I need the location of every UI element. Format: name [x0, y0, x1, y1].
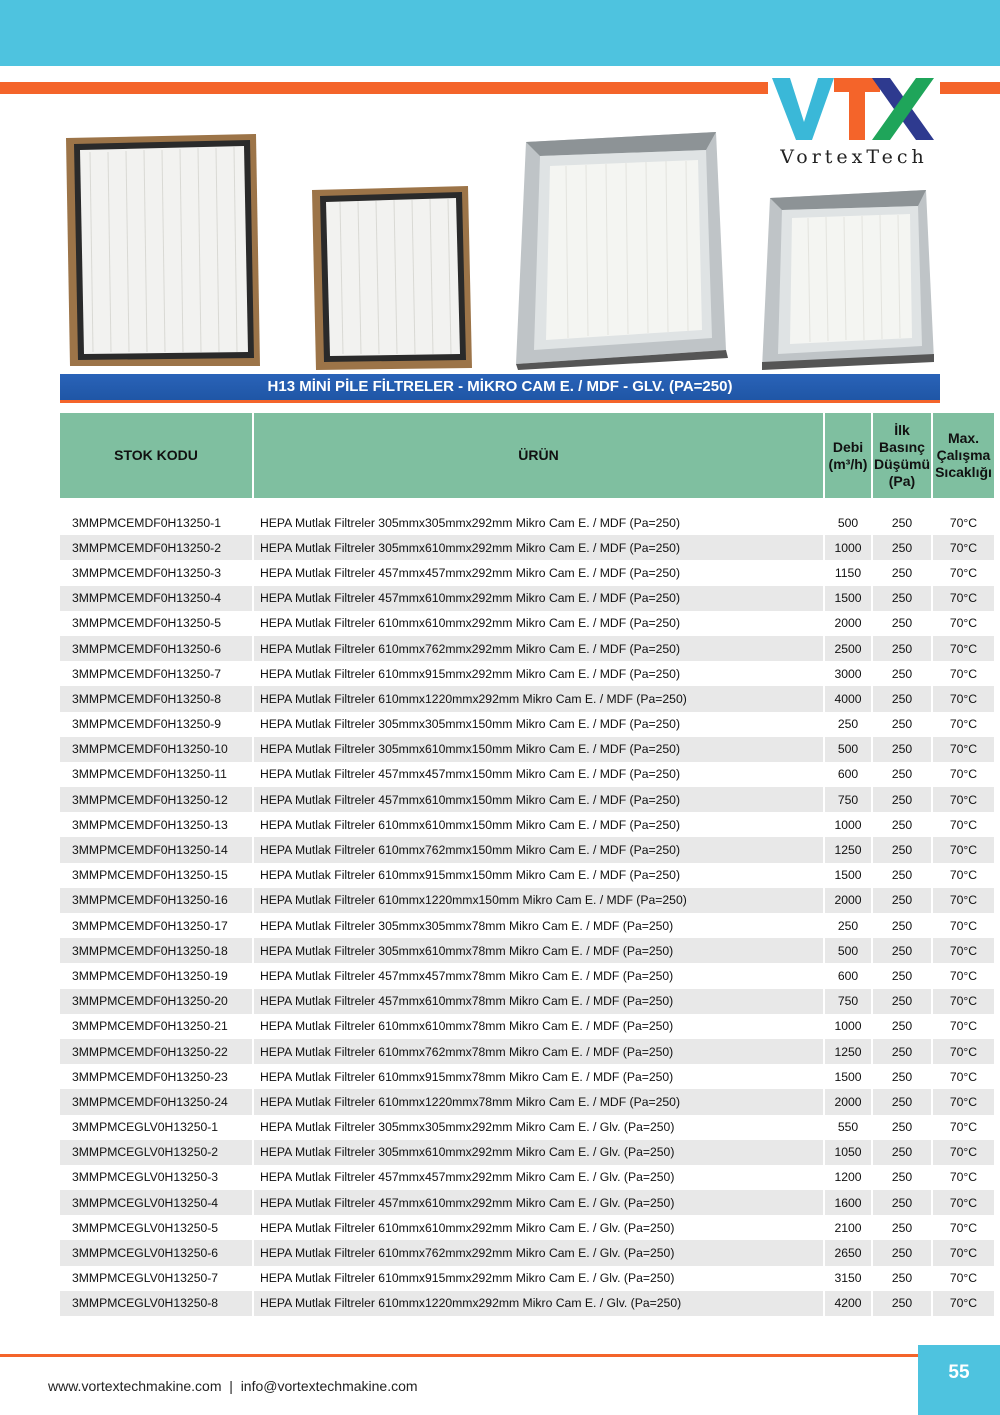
- cell-product: HEPA Mutlak Filtreler 457mmx457mmx78mm Mikro Cam E. / MDF (Pa=250): [253, 963, 824, 988]
- cell-stock-code: 3MMPMCEMDF0H13250-6: [60, 636, 253, 661]
- cell-temp: 70°C: [932, 1215, 994, 1240]
- product-table: [60, 413, 994, 1316]
- cell-stock-code: 3MMPMCEGLV0H13250-3: [60, 1165, 253, 1190]
- cell-stock-code: 3MMPMCEMDF0H13250-1: [60, 510, 253, 535]
- cell-product: HEPA Mutlak Filtreler 305mmx610mmx292mm Mikro Cam E. / MDF (Pa=250): [253, 535, 824, 560]
- cell-pressure: 250: [872, 535, 932, 560]
- cell-flow: 1500: [824, 586, 872, 611]
- cell-product: HEPA Mutlak Filtreler 610mmx762mmx292mm Mikro Cam E. / Glv. (Pa=250): [253, 1240, 824, 1265]
- cell-flow: 1000: [824, 535, 872, 560]
- table-row: [60, 963, 994, 988]
- cell-stock-code: 3MMPMCEMDF0H13250-11: [60, 762, 253, 787]
- cell-flow: 1250: [824, 1039, 872, 1064]
- cell-stock-code: 3MMPMCEMDF0H13250-22: [60, 1039, 253, 1064]
- cell-product: HEPA Mutlak Filtreler 610mmx610mmx150mm Mikro Cam E. / MDF (Pa=250): [253, 812, 824, 837]
- cell-flow: 1500: [824, 863, 872, 888]
- cell-temp: 70°C: [932, 535, 994, 560]
- cell-flow: 750: [824, 989, 872, 1014]
- section-title: H13 MİNİ PİLE FİLTRELER - MİKRO CAM E. / MDF - GLV. (PA=250): [60, 374, 940, 403]
- cell-stock-code: 3MMPMCEMDF0H13250-8: [60, 686, 253, 711]
- cell-stock-code: 3MMPMCEMDF0H13250-12: [60, 787, 253, 812]
- cell-product: HEPA Mutlak Filtreler 610mmx610mmx292mm Mikro Cam E. / Glv. (Pa=250): [253, 1215, 824, 1240]
- header-temp-line2: Çalışma: [936, 447, 991, 463]
- page-number: 55: [918, 1345, 1000, 1415]
- cell-product: HEPA Mutlak Filtreler 610mmx762mmx150mm Mikro Cam E. / MDF (Pa=250): [253, 837, 824, 862]
- cell-stock-code: 3MMPMCEGLV0H13250-8: [60, 1291, 253, 1316]
- cell-stock-code: 3MMPMCEMDF0H13250-21: [60, 1014, 253, 1039]
- cell-temp: 70°C: [932, 611, 994, 636]
- cell-pressure: 250: [872, 560, 932, 585]
- cell-product: HEPA Mutlak Filtreler 610mmx1220mmx292mm Mikro Cam E. / Glv. (Pa=250): [253, 1291, 824, 1316]
- filter-photo-galvanized-small: [754, 184, 940, 370]
- cell-stock-code: 3MMPMCEMDF0H13250-18: [60, 938, 253, 963]
- cell-product: HEPA Mutlak Filtreler 457mmx610mmx78mm Mikro Cam E. / MDF (Pa=250): [253, 989, 824, 1014]
- cell-pressure: 250: [872, 989, 932, 1014]
- table-header-row: [60, 413, 994, 498]
- footer-orange-line: [0, 1354, 918, 1357]
- cell-product: HEPA Mutlak Filtreler 610mmx762mmx292mm Mikro Cam E. / MDF (Pa=250): [253, 636, 824, 661]
- header-temp-line3: Sıcaklığı: [935, 464, 992, 480]
- table-row: [60, 762, 994, 787]
- cell-flow: 600: [824, 963, 872, 988]
- cell-pressure: 250: [872, 863, 932, 888]
- cell-pressure: 250: [872, 888, 932, 913]
- cell-product: HEPA Mutlak Filtreler 610mmx610mmx292mm Mikro Cam E. / MDF (Pa=250): [253, 611, 824, 636]
- cell-stock-code: 3MMPMCEMDF0H13250-13: [60, 812, 253, 837]
- cell-temp: 70°C: [932, 1039, 994, 1064]
- cell-pressure: 250: [872, 837, 932, 862]
- cell-pressure: 250: [872, 762, 932, 787]
- cell-stock-code: 3MMPMCEGLV0H13250-6: [60, 1240, 253, 1265]
- table-row: [60, 1014, 994, 1039]
- table-row: [60, 1266, 994, 1291]
- cell-stock-code: 3MMPMCEMDF0H13250-7: [60, 661, 253, 686]
- cell-product: HEPA Mutlak Filtreler 305mmx305mmx78mm Mikro Cam E. / MDF (Pa=250): [253, 913, 824, 938]
- table-row: [60, 686, 994, 711]
- cell-temp: 70°C: [932, 686, 994, 711]
- cell-temp: 70°C: [932, 510, 994, 535]
- cell-product: HEPA Mutlak Filtreler 610mmx915mmx78mm Mikro Cam E. / MDF (Pa=250): [253, 1064, 824, 1089]
- cell-pressure: 250: [872, 737, 932, 762]
- cell-pressure: 250: [872, 1089, 932, 1114]
- cell-temp: 70°C: [932, 837, 994, 862]
- table-row: [60, 737, 994, 762]
- cell-stock-code: 3MMPMCEGLV0H13250-7: [60, 1266, 253, 1291]
- cell-temp: 70°C: [932, 1291, 994, 1316]
- cell-pressure: 250: [872, 1064, 932, 1089]
- cell-pressure: 250: [872, 1215, 932, 1240]
- cell-flow: 500: [824, 737, 872, 762]
- cell-pressure: 250: [872, 1165, 932, 1190]
- cell-flow: 1600: [824, 1190, 872, 1215]
- cell-temp: 70°C: [932, 762, 994, 787]
- cell-flow: 250: [824, 913, 872, 938]
- header-flow: [824, 413, 872, 498]
- cell-temp: 70°C: [932, 1266, 994, 1291]
- cell-temp: 70°C: [932, 737, 994, 762]
- cell-temp: 70°C: [932, 1140, 994, 1165]
- logo-wordmark: VortexTech: [780, 146, 928, 168]
- cell-pressure: 250: [872, 686, 932, 711]
- cell-temp: 70°C: [932, 636, 994, 661]
- cell-flow: 1200: [824, 1165, 872, 1190]
- cell-stock-code: 3MMPMCEMDF0H13250-5: [60, 611, 253, 636]
- table-row: [60, 510, 994, 535]
- cell-pressure: 250: [872, 812, 932, 837]
- header-orange-stripe-right: [940, 82, 1000, 94]
- cell-product: HEPA Mutlak Filtreler 457mmx457mmx292mm Mikro Cam E. / Glv. (Pa=250): [253, 1165, 824, 1190]
- cell-product: HEPA Mutlak Filtreler 305mmx305mmx292mm Mikro Cam E. / MDF (Pa=250): [253, 510, 824, 535]
- cell-product: HEPA Mutlak Filtreler 457mmx610mmx292mm Mikro Cam E. / MDF (Pa=250): [253, 586, 824, 611]
- cell-temp: 70°C: [932, 560, 994, 585]
- cell-flow: 550: [824, 1115, 872, 1140]
- cell-flow: 1000: [824, 1014, 872, 1039]
- cell-stock-code: 3MMPMCEGLV0H13250-5: [60, 1215, 253, 1240]
- cell-product: HEPA Mutlak Filtreler 457mmx457mmx292mm Mikro Cam E. / MDF (Pa=250): [253, 560, 824, 585]
- table-row: [60, 1039, 994, 1064]
- cell-stock-code: 3MMPMCEMDF0H13250-9: [60, 712, 253, 737]
- table-row: [60, 812, 994, 837]
- cell-temp: 70°C: [932, 863, 994, 888]
- cell-product: HEPA Mutlak Filtreler 305mmx305mmx150mm Mikro Cam E. / MDF (Pa=250): [253, 712, 824, 737]
- cell-temp: 70°C: [932, 1115, 994, 1140]
- cell-flow: 1250: [824, 837, 872, 862]
- header-max-temp: [932, 413, 994, 498]
- cell-flow: 4200: [824, 1291, 872, 1316]
- cell-stock-code: 3MMPMCEMDF0H13250-14: [60, 837, 253, 862]
- cell-pressure: 250: [872, 787, 932, 812]
- table-row: [60, 787, 994, 812]
- cell-pressure: 250: [872, 1039, 932, 1064]
- cell-flow: 2000: [824, 1089, 872, 1114]
- cell-flow: 4000: [824, 686, 872, 711]
- cell-pressure: 250: [872, 1140, 932, 1165]
- cell-temp: 70°C: [932, 963, 994, 988]
- table-row: [60, 661, 994, 686]
- cell-temp: 70°C: [932, 989, 994, 1014]
- header-flow-line1: Debi: [832, 438, 864, 455]
- footer-contact: www.vortextechmakine.com | info@vortextechmakine.com: [48, 1378, 418, 1394]
- cell-temp: 70°C: [932, 1240, 994, 1265]
- cell-pressure: 250: [872, 1266, 932, 1291]
- header-pressure-line4: (Pa): [888, 472, 916, 489]
- cell-stock-code: 3MMPMCEMDF0H13250-10: [60, 737, 253, 762]
- table-row: [60, 1215, 994, 1240]
- table-row: [60, 913, 994, 938]
- cell-temp: 70°C: [932, 938, 994, 963]
- cell-product: HEPA Mutlak Filtreler 610mmx915mmx150mm Mikro Cam E. / MDF (Pa=250): [253, 863, 824, 888]
- header-pressure-drop: [872, 413, 932, 498]
- header-orange-stripe: [0, 82, 768, 94]
- cell-stock-code: 3MMPMCEMDF0H13250-17: [60, 913, 253, 938]
- cell-flow: 500: [824, 510, 872, 535]
- cell-flow: 1150: [824, 560, 872, 585]
- cell-product: HEPA Mutlak Filtreler 457mmx457mmx150mm Mikro Cam E. / MDF (Pa=250): [253, 762, 824, 787]
- cell-stock-code: 3MMPMCEMDF0H13250-20: [60, 989, 253, 1014]
- table-row: [60, 989, 994, 1014]
- cell-flow: 3150: [824, 1266, 872, 1291]
- cell-temp: 70°C: [932, 913, 994, 938]
- cell-product: HEPA Mutlak Filtreler 305mmx610mmx78mm Mikro Cam E. / MDF (Pa=250): [253, 938, 824, 963]
- cell-temp: 70°C: [932, 888, 994, 913]
- cell-stock-code: 3MMPMCEGLV0H13250-4: [60, 1190, 253, 1215]
- cell-temp: 70°C: [932, 1089, 994, 1114]
- cell-stock-code: 3MMPMCEMDF0H13250-2: [60, 535, 253, 560]
- cell-product: HEPA Mutlak Filtreler 457mmx610mmx292mm Mikro Cam E. / Glv. (Pa=250): [253, 1190, 824, 1215]
- table-row: [60, 888, 994, 913]
- cell-stock-code: 3MMPMCEMDF0H13250-4: [60, 586, 253, 611]
- product-photos: [60, 120, 940, 375]
- table-body: [60, 510, 994, 1316]
- cell-stock-code: 3MMPMCEMDF0H13250-19: [60, 963, 253, 988]
- cell-product: HEPA Mutlak Filtreler 610mmx1220mmx78mm Mikro Cam E. / MDF (Pa=250): [253, 1089, 824, 1114]
- cell-flow: 500: [824, 938, 872, 963]
- header-stock-code: STOK KODU: [60, 413, 253, 498]
- cell-flow: 1500: [824, 1064, 872, 1089]
- cell-product: HEPA Mutlak Filtreler 305mmx305mmx292mm Mikro Cam E. / Glv. (Pa=250): [253, 1115, 824, 1140]
- cell-product: HEPA Mutlak Filtreler 305mmx610mmx150mm Mikro Cam E. / MDF (Pa=250): [253, 737, 824, 762]
- cell-stock-code: 3MMPMCEMDF0H13250-23: [60, 1064, 253, 1089]
- cell-pressure: 250: [872, 1190, 932, 1215]
- cell-pressure: 250: [872, 963, 932, 988]
- cell-product: HEPA Mutlak Filtreler 610mmx915mmx292mm Mikro Cam E. / MDF (Pa=250): [253, 661, 824, 686]
- cell-temp: 70°C: [932, 1165, 994, 1190]
- header-pressure-line2: Basınç: [879, 438, 925, 455]
- table-row: [60, 1190, 994, 1215]
- cell-pressure: 250: [872, 1240, 932, 1265]
- table-row: [60, 837, 994, 862]
- cell-product: HEPA Mutlak Filtreler 457mmx610mmx150mm Mikro Cam E. / MDF (Pa=250): [253, 787, 824, 812]
- table-row: [60, 938, 994, 963]
- header-spacer-cell: [60, 498, 994, 510]
- header-pressure-line1: İlk: [894, 421, 910, 438]
- table-row: [60, 1291, 994, 1316]
- table-row: [60, 586, 994, 611]
- cell-temp: 70°C: [932, 1014, 994, 1039]
- header-pressure-line3: Düşümü: [874, 455, 930, 472]
- cell-stock-code: 3MMPMCEMDF0H13250-24: [60, 1089, 253, 1114]
- cell-pressure: 250: [872, 636, 932, 661]
- cell-stock-code: 3MMPMCEGLV0H13250-2: [60, 1140, 253, 1165]
- cell-temp: 70°C: [932, 1190, 994, 1215]
- table-row: [60, 611, 994, 636]
- filter-photo-mdf-small: [306, 182, 476, 372]
- cell-product: HEPA Mutlak Filtreler 610mmx1220mmx292mm Mikro Cam E. / MDF (Pa=250): [253, 686, 824, 711]
- cell-temp: 70°C: [932, 787, 994, 812]
- table-row: [60, 1140, 994, 1165]
- table-row: [60, 863, 994, 888]
- table-row: [60, 1115, 994, 1140]
- filter-photo-galvanized-large: [506, 120, 736, 370]
- cell-stock-code: 3MMPMCEMDF0H13250-15: [60, 863, 253, 888]
- top-color-band: [0, 0, 1000, 66]
- cell-flow: 1000: [824, 812, 872, 837]
- cell-flow: 2500: [824, 636, 872, 661]
- cell-product: HEPA Mutlak Filtreler 610mmx1220mmx150mm Mikro Cam E. / MDF (Pa=250): [253, 888, 824, 913]
- cell-pressure: 250: [872, 913, 932, 938]
- cell-pressure: 250: [872, 1115, 932, 1140]
- cell-stock-code: 3MMPMCEMDF0H13250-16: [60, 888, 253, 913]
- table-row: [60, 1064, 994, 1089]
- cell-temp: 70°C: [932, 586, 994, 611]
- cell-pressure: 250: [872, 1014, 932, 1039]
- table-row: [60, 1240, 994, 1265]
- cell-stock-code: 3MMPMCEGLV0H13250-1: [60, 1115, 253, 1140]
- cell-flow: 750: [824, 787, 872, 812]
- cell-stock-code: 3MMPMCEMDF0H13250-3: [60, 560, 253, 585]
- cell-temp: 70°C: [932, 712, 994, 737]
- cell-flow: 2000: [824, 611, 872, 636]
- cell-pressure: 250: [872, 661, 932, 686]
- cell-flow: 2650: [824, 1240, 872, 1265]
- cell-product: HEPA Mutlak Filtreler 610mmx610mmx78mm Mikro Cam E. / MDF (Pa=250): [253, 1014, 824, 1039]
- cell-flow: 600: [824, 762, 872, 787]
- header-temp-line1: Max.: [947, 430, 980, 446]
- cell-flow: 3000: [824, 661, 872, 686]
- header-spacer: [60, 498, 994, 510]
- header-product: ÜRÜN: [253, 413, 824, 498]
- cell-flow: 2100: [824, 1215, 872, 1240]
- filter-photo-mdf-large: [60, 130, 265, 370]
- cell-product: HEPA Mutlak Filtreler 305mmx610mmx292mm Mikro Cam E. / Glv. (Pa=250): [253, 1140, 824, 1165]
- cell-flow: 250: [824, 712, 872, 737]
- cell-temp: 70°C: [932, 661, 994, 686]
- cell-temp: 70°C: [932, 1064, 994, 1089]
- table-row: [60, 1089, 994, 1114]
- cell-temp: 70°C: [932, 812, 994, 837]
- table-row: [60, 560, 994, 585]
- cell-pressure: 250: [872, 938, 932, 963]
- cell-flow: 1050: [824, 1140, 872, 1165]
- table-row: [60, 636, 994, 661]
- cell-pressure: 250: [872, 1291, 932, 1316]
- cell-pressure: 250: [872, 586, 932, 611]
- cell-pressure: 250: [872, 611, 932, 636]
- header-flow-line2: (m³/h): [828, 455, 868, 472]
- cell-product: HEPA Mutlak Filtreler 610mmx915mmx292mm Mikro Cam E. / Glv. (Pa=250): [253, 1266, 824, 1291]
- table-row: [60, 712, 994, 737]
- cell-pressure: 250: [872, 712, 932, 737]
- table-row: [60, 535, 994, 560]
- cell-pressure: 250: [872, 510, 932, 535]
- cell-flow: 2000: [824, 888, 872, 913]
- table-row: [60, 1165, 994, 1190]
- cell-product: HEPA Mutlak Filtreler 610mmx762mmx78mm Mikro Cam E. / MDF (Pa=250): [253, 1039, 824, 1064]
